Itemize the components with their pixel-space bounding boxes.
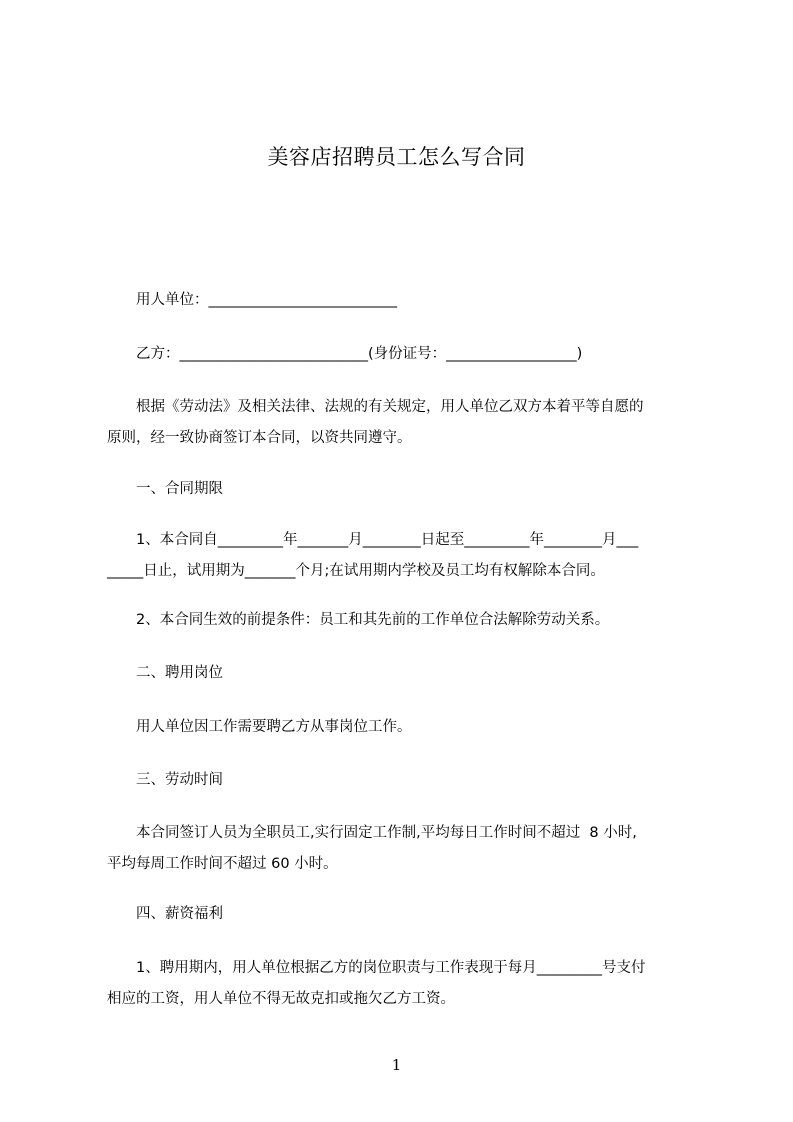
section-heading-term: 一、合同期限 — [136, 481, 223, 497]
document-title: 美容店招聘员工怎么写合同 — [267, 145, 526, 169]
section-3-line-1: 本合同签订人员为全职员工,实行固定工作制,平均每日工作时间不超过 8 小时, — [136, 825, 637, 841]
clause-1-1-line-2: _____日止，试用期为_______个月;在试用期内学校及员工均有权解除本合同。 — [107, 563, 605, 579]
employer-line: 用人单位：__________________________ — [136, 292, 397, 308]
preamble-line-2: 原则，经一致协商签订本合同，以资共同遵守。 — [107, 430, 412, 446]
section-2-text: 用人单位因工作需要聘乙方从事岗位工作。 — [136, 719, 412, 735]
clause-4-1-line-1: 1、聘用期内，用人单位根据乙方的岗位职责与工作表现于每月_________号支付 — [136, 960, 646, 976]
section-heading-salary: 四、薪资福利 — [136, 906, 223, 922]
clause-1-1-line-1: 1、本合同自_________年_______月________日起至_________年________月___ — [136, 532, 639, 548]
preamble-line-1: 根据《劳动法》及相关法律、法规的有关规定，用人单位乙双方本着平等自愿的 — [136, 399, 644, 415]
clause-4-1-line-2: 相应的工资，用人单位不得无故克扣或拖欠乙方工资。 — [107, 991, 455, 1007]
section-heading-hours: 三、劳动时间 — [136, 772, 223, 788]
party-b-line: 乙方：__________________________(身份证号：__________________) — [136, 346, 583, 362]
clause-1-2: 2、本合同生效的前提条件：员工和其先前的工作单位合法解除劳动关系。 — [136, 612, 610, 628]
section-3-line-2: 平均每周工作时间不超过 60 小时。 — [107, 856, 338, 872]
section-heading-position: 二、聘用岗位 — [136, 665, 223, 681]
page-number: 1 — [391, 1056, 402, 1074]
